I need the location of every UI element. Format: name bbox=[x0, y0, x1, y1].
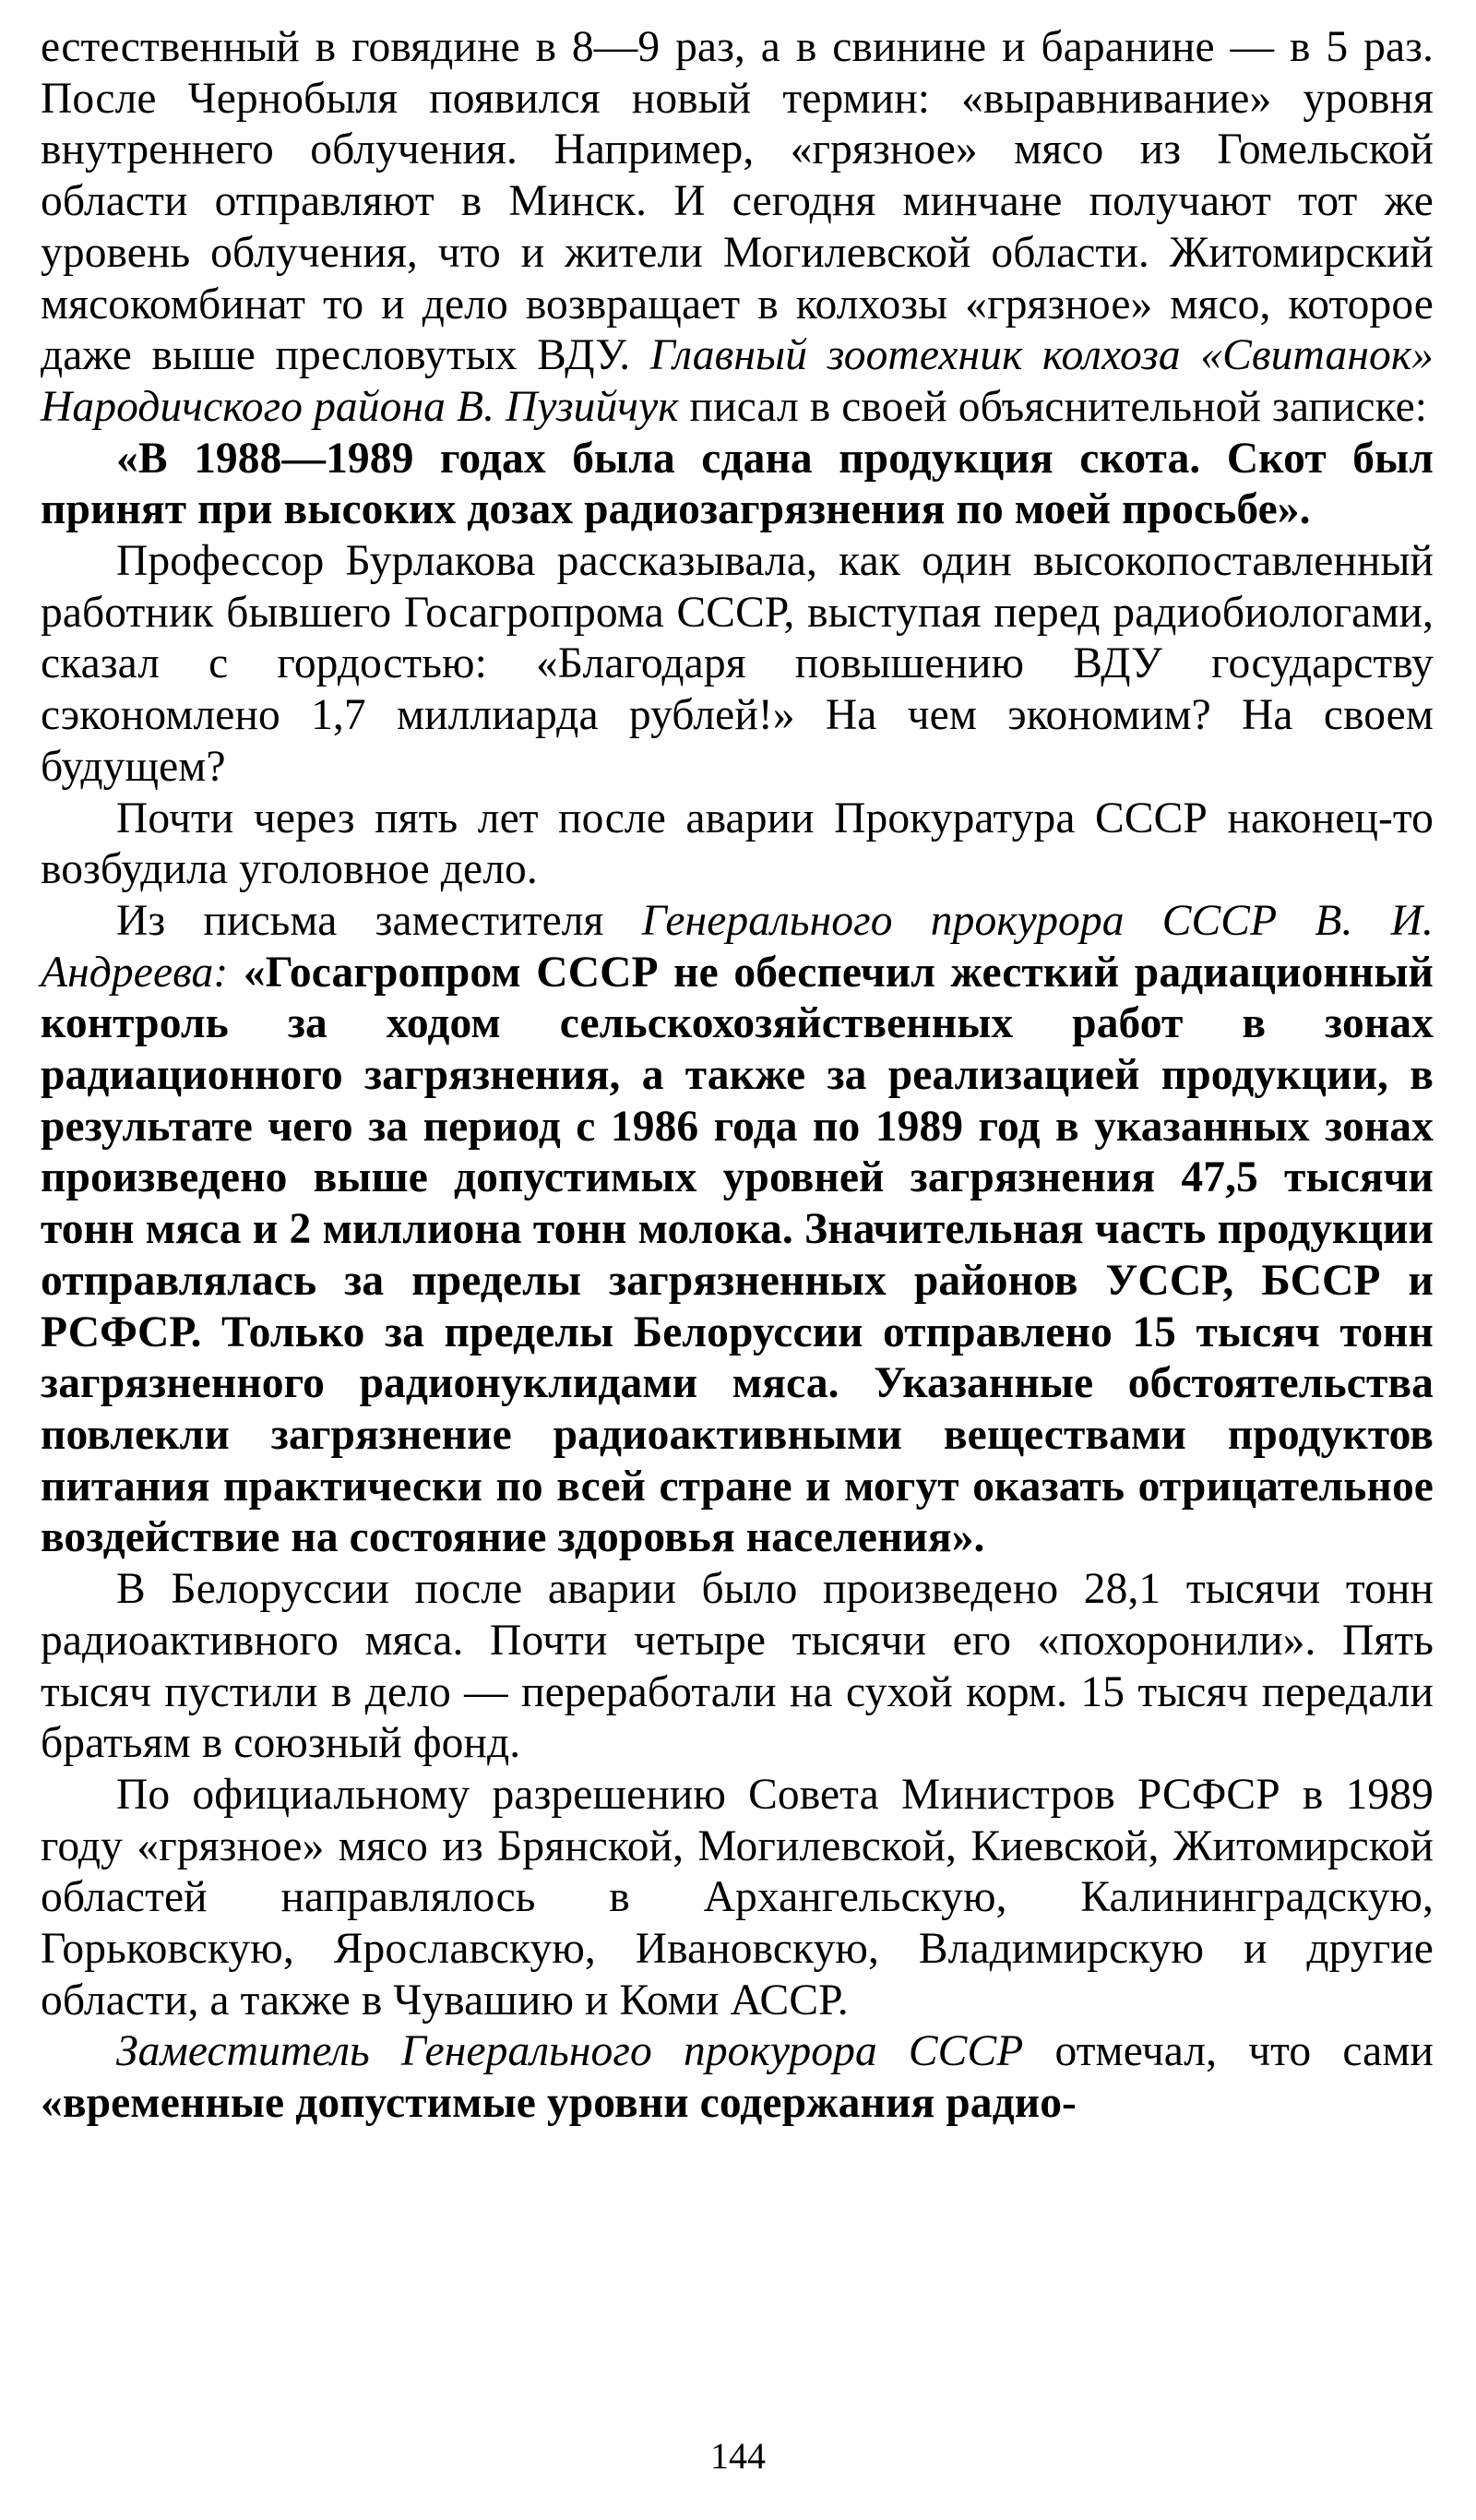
paragraph-2-quote bbox=[41, 434, 1434, 536]
page-number: 144 bbox=[710, 2435, 766, 2477]
paragraph-5 bbox=[41, 896, 1434, 1564]
text-run: писал в своей объяснительной записке: bbox=[678, 382, 1428, 431]
text-run: Из письма заместителя bbox=[116, 896, 642, 945]
paragraph-8 bbox=[41, 2026, 1434, 2129]
italic-run: Заместитель Генерального прокурора СССР bbox=[116, 2027, 1024, 2076]
bold-quote: «временные допустимые уровни содержания радио- bbox=[41, 2079, 1077, 2128]
text-run: По официальному разрешению Совета Министров РСФСР в 1989 году «грязное» мясо из Брянской, Могилевской, Киевской, Житомирской областей направлялось в Архангельскую, Калининградскую, Горьковскую, Ярославскую, Ивановскую, Владимирскую и другие области, а также в Чувашию и Коми АССР. bbox=[41, 1770, 1434, 2024]
text-run: Почти через пять лет после аварии Прокуратура СССР наконец-то возбудила уголовное дело. bbox=[41, 794, 1434, 894]
text-run: отмечал, что сами bbox=[1023, 2027, 1434, 2076]
bold-quote: «Госагропром СССР не обеспечил жесткий радиационный контроль за ходом сельскохозяйственных работ в зонах радиационного загрязнения, а также за реализацией продукции, в результате чего за период с 1986 года по 1989 год в указанных зонах произведено выше допустимых уровней загрязнения 47,5 тысячи тонн мяса и 2 миллиона тонн молока. Значительная часть продукции отправлялась за пределы загрязненных районов УССР, БССР и РСФСР. Только за пределы Белоруссии отправлено 15 тысяч тонн загрязненного радионуклидами мяса. Указанные обстоятельства повлекли загрязнение радиоактивными веществами продуктов питания практически по всей стране и могут оказать отрицательное воздействие на состояние здоровья населения». bbox=[41, 948, 1434, 1562]
paragraph-7 bbox=[41, 1770, 1434, 2027]
paragraph-4 bbox=[41, 794, 1434, 896]
paragraph-1 bbox=[41, 22, 1434, 434]
text-run bbox=[228, 949, 244, 997]
text-run: Профессор Бурлакова рассказывала, как один высокопоставленный работник бывшего Госагропрома СССР, выступая перед радиобиологами, сказал с гордостью: «Благодаря повышению ВДУ государству сэкономлено 1,7 миллиарда рублей!» На чем экономим? На своем будущем? bbox=[41, 537, 1434, 791]
italic-run: Генерального прокурора СССР В. И. Андреева: bbox=[41, 896, 1434, 997]
text-run: естественный в говядине в 8—9 раз, а в свинине и баранине — в 5 раз. После Чернобыля появился новый термин: «выравнивание» уровня внутреннего облучения. Например, «грязное» мясо из Гомельской области отправляют в Минск. И сегодня минчане получают тот же уровень облучения, что и жители Могилевской области. Житомирский мясокомбинат то и дело возвращает в колхозы «грязное» мясо, которое даже выше пресловутых ВДУ. bbox=[41, 23, 1434, 380]
bold-quote: «В 1988—1989 годах была сдана продукция скота. Скот был принят при высоких дозах радиозагрязнения по моей просьбе». bbox=[41, 434, 1434, 534]
paragraph-3 bbox=[41, 536, 1434, 794]
italic-run: Главный зоотехник колхоза «Свитанок» Народичского района В. Пузийчук bbox=[41, 331, 1434, 431]
text-run: В Белоруссии после аварии было произведено 28,1 тысячи тонн радиоактивного мяса. Почти четыре тысячи его «похоронили». Пять тысяч пустили в дело — переработали на сухой корм. 15 тысяч передали братьям в союзный фонд. bbox=[41, 1565, 1434, 1768]
paragraph-6 bbox=[41, 1564, 1434, 1770]
page-body bbox=[41, 22, 1434, 2130]
